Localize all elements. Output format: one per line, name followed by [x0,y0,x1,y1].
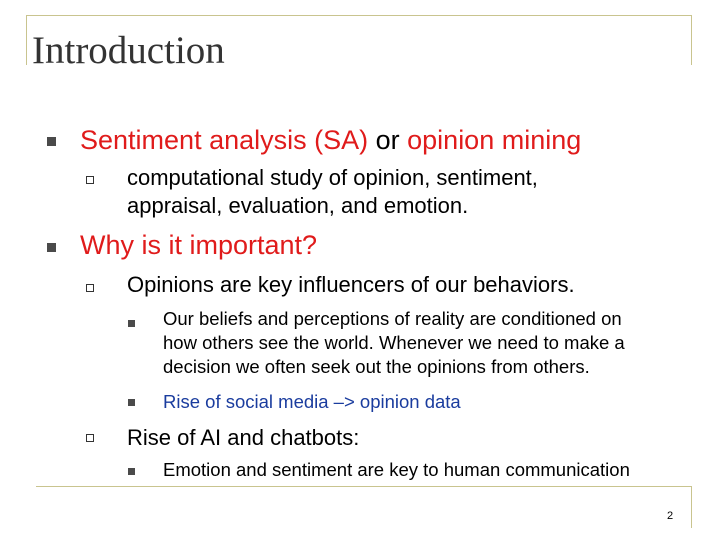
bullet-why-important: Why is it important? [80,230,318,260]
footer-rule [36,486,692,487]
square-bullet-icon [128,399,135,406]
square-bullet-icon [47,137,56,146]
title-frame-right-rule [691,15,692,65]
beliefs-line-1: Our beliefs and perceptions of reality are conditioned on [163,308,622,329]
term-sentiment-analysis: Sentiment analysis (SA) [80,125,369,155]
bullet-opinions-key: Opinions are key influencers of our behaviors. [127,272,575,297]
hollow-square-bullet-icon [86,176,94,184]
title-frame-top-rule [26,15,692,16]
hollow-square-bullet-icon [86,434,94,442]
page-number: 2 [667,510,674,522]
term-opinion-mining: opinion mining [407,125,582,155]
beliefs-line-3: decision we often seek out the opinions from others. [163,356,590,377]
square-bullet-icon [47,243,56,252]
bullet-emotion-sentiment: Emotion and sentiment are key to human communication [163,459,630,480]
square-bullet-icon [128,320,135,327]
bullet-sentiment-analysis [80,125,581,156]
beliefs-line-2: how others see the world. Whenever we need to make a [163,332,625,353]
footer-right-rule [691,486,692,528]
title-frame-left-rule [26,15,27,65]
connector-text: or [368,125,408,155]
hollow-square-bullet-icon [86,284,94,292]
definition-line-2: appraisal, evaluation, and emotion. [127,193,469,218]
square-bullet-icon [128,468,135,475]
bullet-social-media: Rise of social media –> opinion data [163,391,461,412]
slide-title: Introduction [32,29,225,72]
bullet-rise-of-ai: Rise of AI and chatbots: [127,425,360,450]
definition-line-1: computational study of opinion, sentiment, [127,165,538,190]
